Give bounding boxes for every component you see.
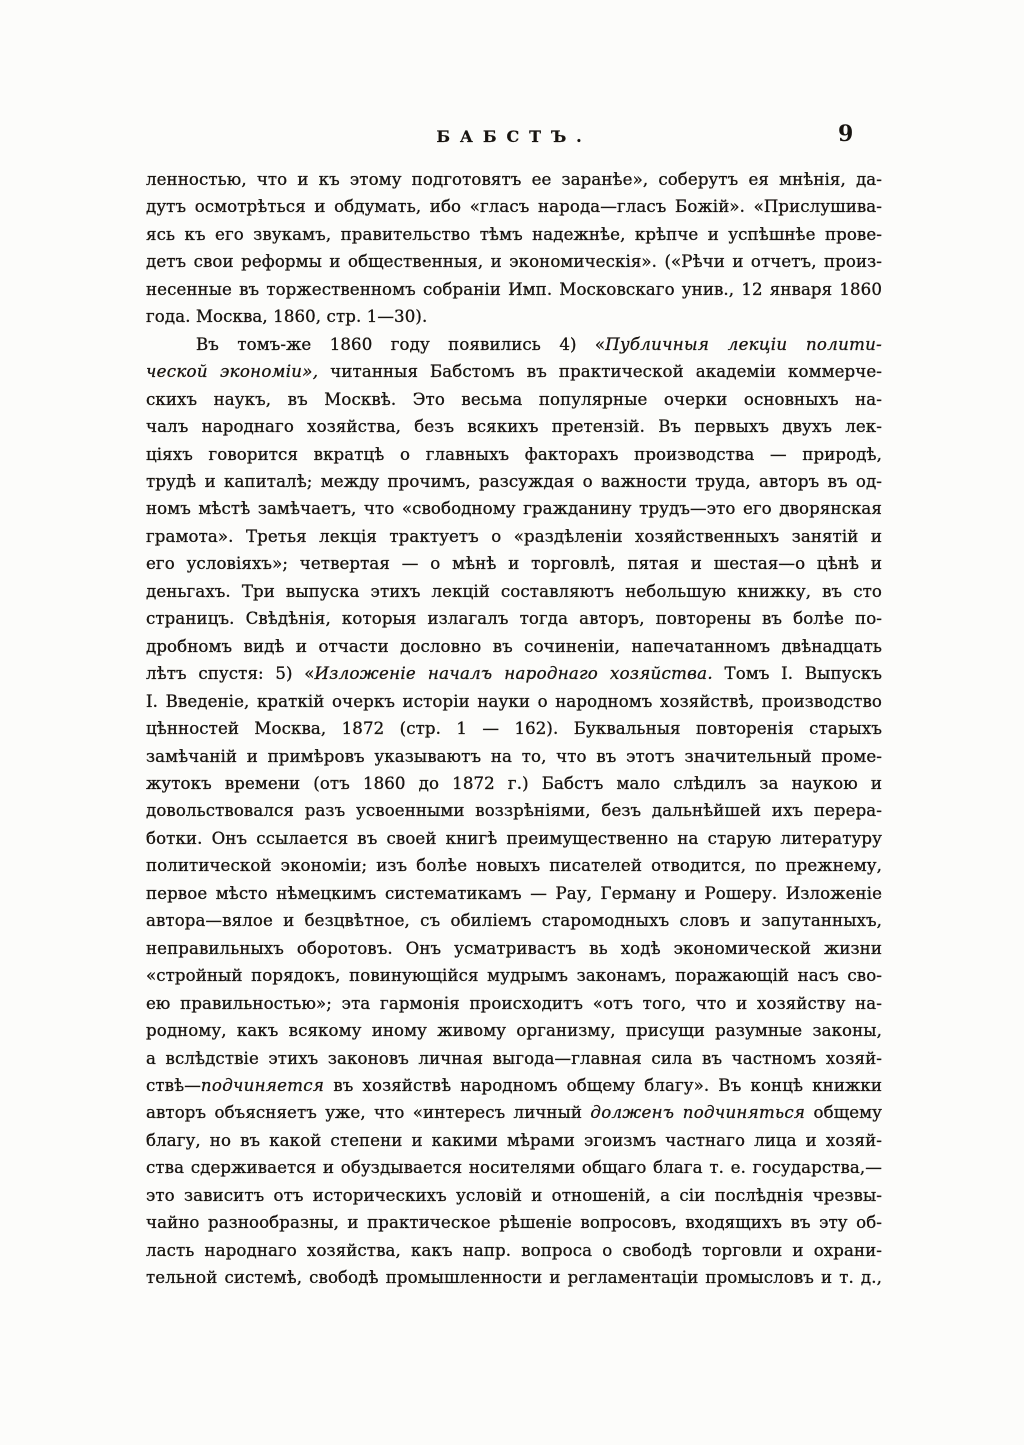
text-run: ленностью, что и къ этому подготовятъ ее заранѣе», соберутъ ея мнѣнія, да- — [146, 170, 882, 189]
text-run: ею правильностью»; эта гармонія происходитъ «отъ того, что и хозяйству на- — [146, 993, 882, 1013]
text-run: лѣтъ спустя: 5) « — [146, 664, 315, 684]
text-run: благу, но въ какой степени и какими мѣрами эгоизмъ частнаго лица и хозяй- — [146, 1130, 882, 1150]
text-line — [146, 468, 882, 495]
text-run: года. Москва, 1860, стр. 1—30). — [146, 307, 428, 327]
text-line — [146, 1072, 882, 1099]
text-run: Въ томъ-же 1860 году появились 4) « — [196, 334, 606, 354]
text-run: авторъ объясняетъ уже, что «интересъ личный — [146, 1103, 591, 1123]
text-line — [146, 1264, 882, 1291]
text-run: въ хозяйствѣ народномъ общему благу». Въ концѣ книжки — [324, 1075, 882, 1095]
text-run: неправильныхъ оборотовъ. Онъ усматривастъ вь ходѣ экономической жизни — [146, 938, 882, 958]
text-run: ясь къ его звукамъ, правительство тѣмъ надежнѣе, крѣпче и успѣшнѣе прове- — [146, 224, 882, 244]
text-run: общему — [805, 1103, 883, 1123]
text-run: ласть народнаго хозяйства, какъ напр. вопроса о свободѣ торговли и охрани- — [146, 1240, 882, 1260]
text-line — [146, 495, 882, 522]
text-line — [146, 688, 882, 715]
text-run: ботки. Онъ ссылается въ своей книгѣ преимущественно на старую литературу — [146, 828, 882, 848]
text-line — [146, 1209, 882, 1236]
text-run: жутокъ времени (отъ 1860 до 1872 г.) Бабстъ мало слѣдилъ за наукою и — [146, 773, 882, 793]
text-run: детъ свои реформы и общественныя, и экономическія». («Рѣчи и отчетъ, произ- — [146, 252, 882, 272]
text-run: ціяхъ говорится вкратцѣ о главныхъ факторахъ производства — природѣ, — [146, 444, 882, 464]
text-run: I. Введеніе, краткій очеркъ исторіи науки о народномъ хозяйствѣ, производство — [146, 691, 882, 711]
text-line — [146, 605, 882, 632]
text-line — [146, 221, 882, 248]
text-line — [146, 935, 882, 962]
text-run: автора—вялое и безцвѣтное, съ обиліемъ старомодныхъ словъ и запутанныхъ, — [146, 911, 882, 931]
text-run: скихъ наукъ, въ Москвѣ. Это весьма популярные очерки основныхъ на- — [146, 389, 882, 409]
running-head — [146, 127, 882, 146]
text-line — [146, 193, 882, 220]
text-run: номъ мѣстѣ замѣчаетъ, что «свободному гражданину трудъ—это его дворянская — [146, 499, 882, 519]
text-line — [146, 358, 882, 385]
text-run: Томъ I. Выпускъ — [712, 664, 882, 684]
text-run: тельной системѣ, свободѣ промышленности и регламентаціи промысловъ и т. д., — [146, 1268, 882, 1288]
text-line — [146, 386, 882, 413]
text-run: ствѣ— — [146, 1075, 201, 1095]
text-line — [146, 797, 882, 824]
text-line — [146, 907, 882, 934]
text-line — [146, 166, 882, 193]
page-header-title: БАБСТЪ. — [436, 127, 592, 146]
text-run: дробномъ видѣ и отчасти дословно въ сочиненіи, напечатанномъ двѣнадцать — [146, 636, 882, 656]
text-run: его условіяхъ»; четвертая — о мѣнѣ и торговлѣ, пятая и шестая—о цѣнѣ и — [146, 554, 882, 574]
text-run: это зависитъ отъ историческихъ условій и отношеній, а сіи послѣднія чрезвы- — [146, 1185, 882, 1205]
text-line — [146, 715, 882, 742]
text-line — [146, 523, 882, 550]
text-run: политической экономіи; изъ болѣе новыхъ писателей отводится, по прежнему, — [146, 856, 882, 876]
text-line — [146, 578, 882, 605]
italic-text-run: долженъ подчиняться — [590, 1103, 806, 1123]
text-run: довольствовался разъ усвоенными воззрѣніями, безъ дальнѣйшей ихъ перера- — [146, 801, 882, 821]
text-line — [146, 1017, 882, 1044]
body-text — [146, 166, 882, 1292]
text-run: чалъ народнаго хозяйства, безъ всякихъ претензій. Въ первыхъ двухъ лек- — [146, 417, 882, 437]
text-run: деньгахъ. Три выпуска этихъ лекцій составляютъ небольшую книжку, въ сто — [146, 581, 882, 601]
italic-text-run: подчиняется — [200, 1075, 325, 1095]
text-run: ства сдерживается и обуздывается носителями общаго блага т. е. государства,— — [146, 1158, 882, 1178]
text-line — [146, 880, 882, 907]
text-line — [146, 276, 882, 303]
text-run: замѣчаній и примѣровъ указываютъ на то, что въ этотъ значительный проме- — [146, 746, 882, 766]
text-line — [146, 1127, 882, 1154]
text-run: грамота». Третья лекція трактуетъ о «раздѣленіи хозяйственныхъ занятій и — [146, 526, 882, 546]
page-number: 9 — [838, 121, 854, 147]
text-line — [146, 331, 882, 358]
text-line — [146, 962, 882, 989]
text-line — [146, 1045, 882, 1072]
text-line — [146, 1237, 882, 1264]
text-line — [146, 852, 882, 879]
text-run: чайно разнообразны, и практическое рѣшеніе вопросовъ, входящихъ въ эту об- — [146, 1213, 882, 1233]
italic-text-run: Публичныя лекціи полити- — [605, 334, 883, 354]
text-line — [146, 1099, 882, 1126]
text-run: трудѣ и капиталѣ; между прочимъ, разсуждая о важности труда, авторъ въ од- — [146, 471, 882, 491]
text-line — [146, 743, 882, 770]
italic-text-run: ческой экономіи», — [146, 362, 319, 382]
text-line — [146, 441, 882, 468]
text-run: а вслѣдствіе этихъ законовъ личная выгода—главная сила въ частномъ хозяй- — [146, 1048, 882, 1068]
text-line — [146, 248, 882, 275]
text-line — [146, 633, 882, 660]
text-run: несенные въ торжественномъ собраніи Имп. Московскаго унив., 12 января 1860 — [146, 279, 882, 299]
text-line — [146, 770, 882, 797]
text-line — [146, 990, 882, 1017]
text-run: страницъ. Свѣдѣнія, которыя излагалъ тогда авторъ, повторены въ болѣе по- — [146, 609, 882, 629]
text-line — [146, 550, 882, 577]
text-run: первое мѣсто нѣмецкимъ систематикамъ — Рау, Герману и Рошеру. Изложеніе — [146, 883, 882, 903]
text-line — [146, 660, 882, 687]
text-line — [146, 303, 882, 330]
text-run: цѣнностей Москва, 1872 (стр. 1 — 162). Буквальныя повторенія старыхъ — [146, 719, 882, 739]
text-line — [146, 1182, 882, 1209]
text-run: читанныя Бабстомъ въ практической академіи коммерче- — [318, 362, 882, 382]
text-line — [146, 1154, 882, 1181]
text-run: «стройный порядокъ, повинующійся мудрымъ законамъ, поражающій насъ сво- — [146, 966, 882, 986]
text-line — [146, 825, 882, 852]
italic-text-run: Изложеніе началъ народнаго хозяйства. — [314, 664, 713, 684]
text-run: дутъ осмотрѣться и обдумать, ибо «гласъ народа—гласъ Божій». «Прислушива- — [146, 197, 882, 217]
text-line — [146, 413, 882, 440]
text-run: родному, какъ всякому иному живому организму, присущи разумные законы, — [146, 1021, 882, 1041]
